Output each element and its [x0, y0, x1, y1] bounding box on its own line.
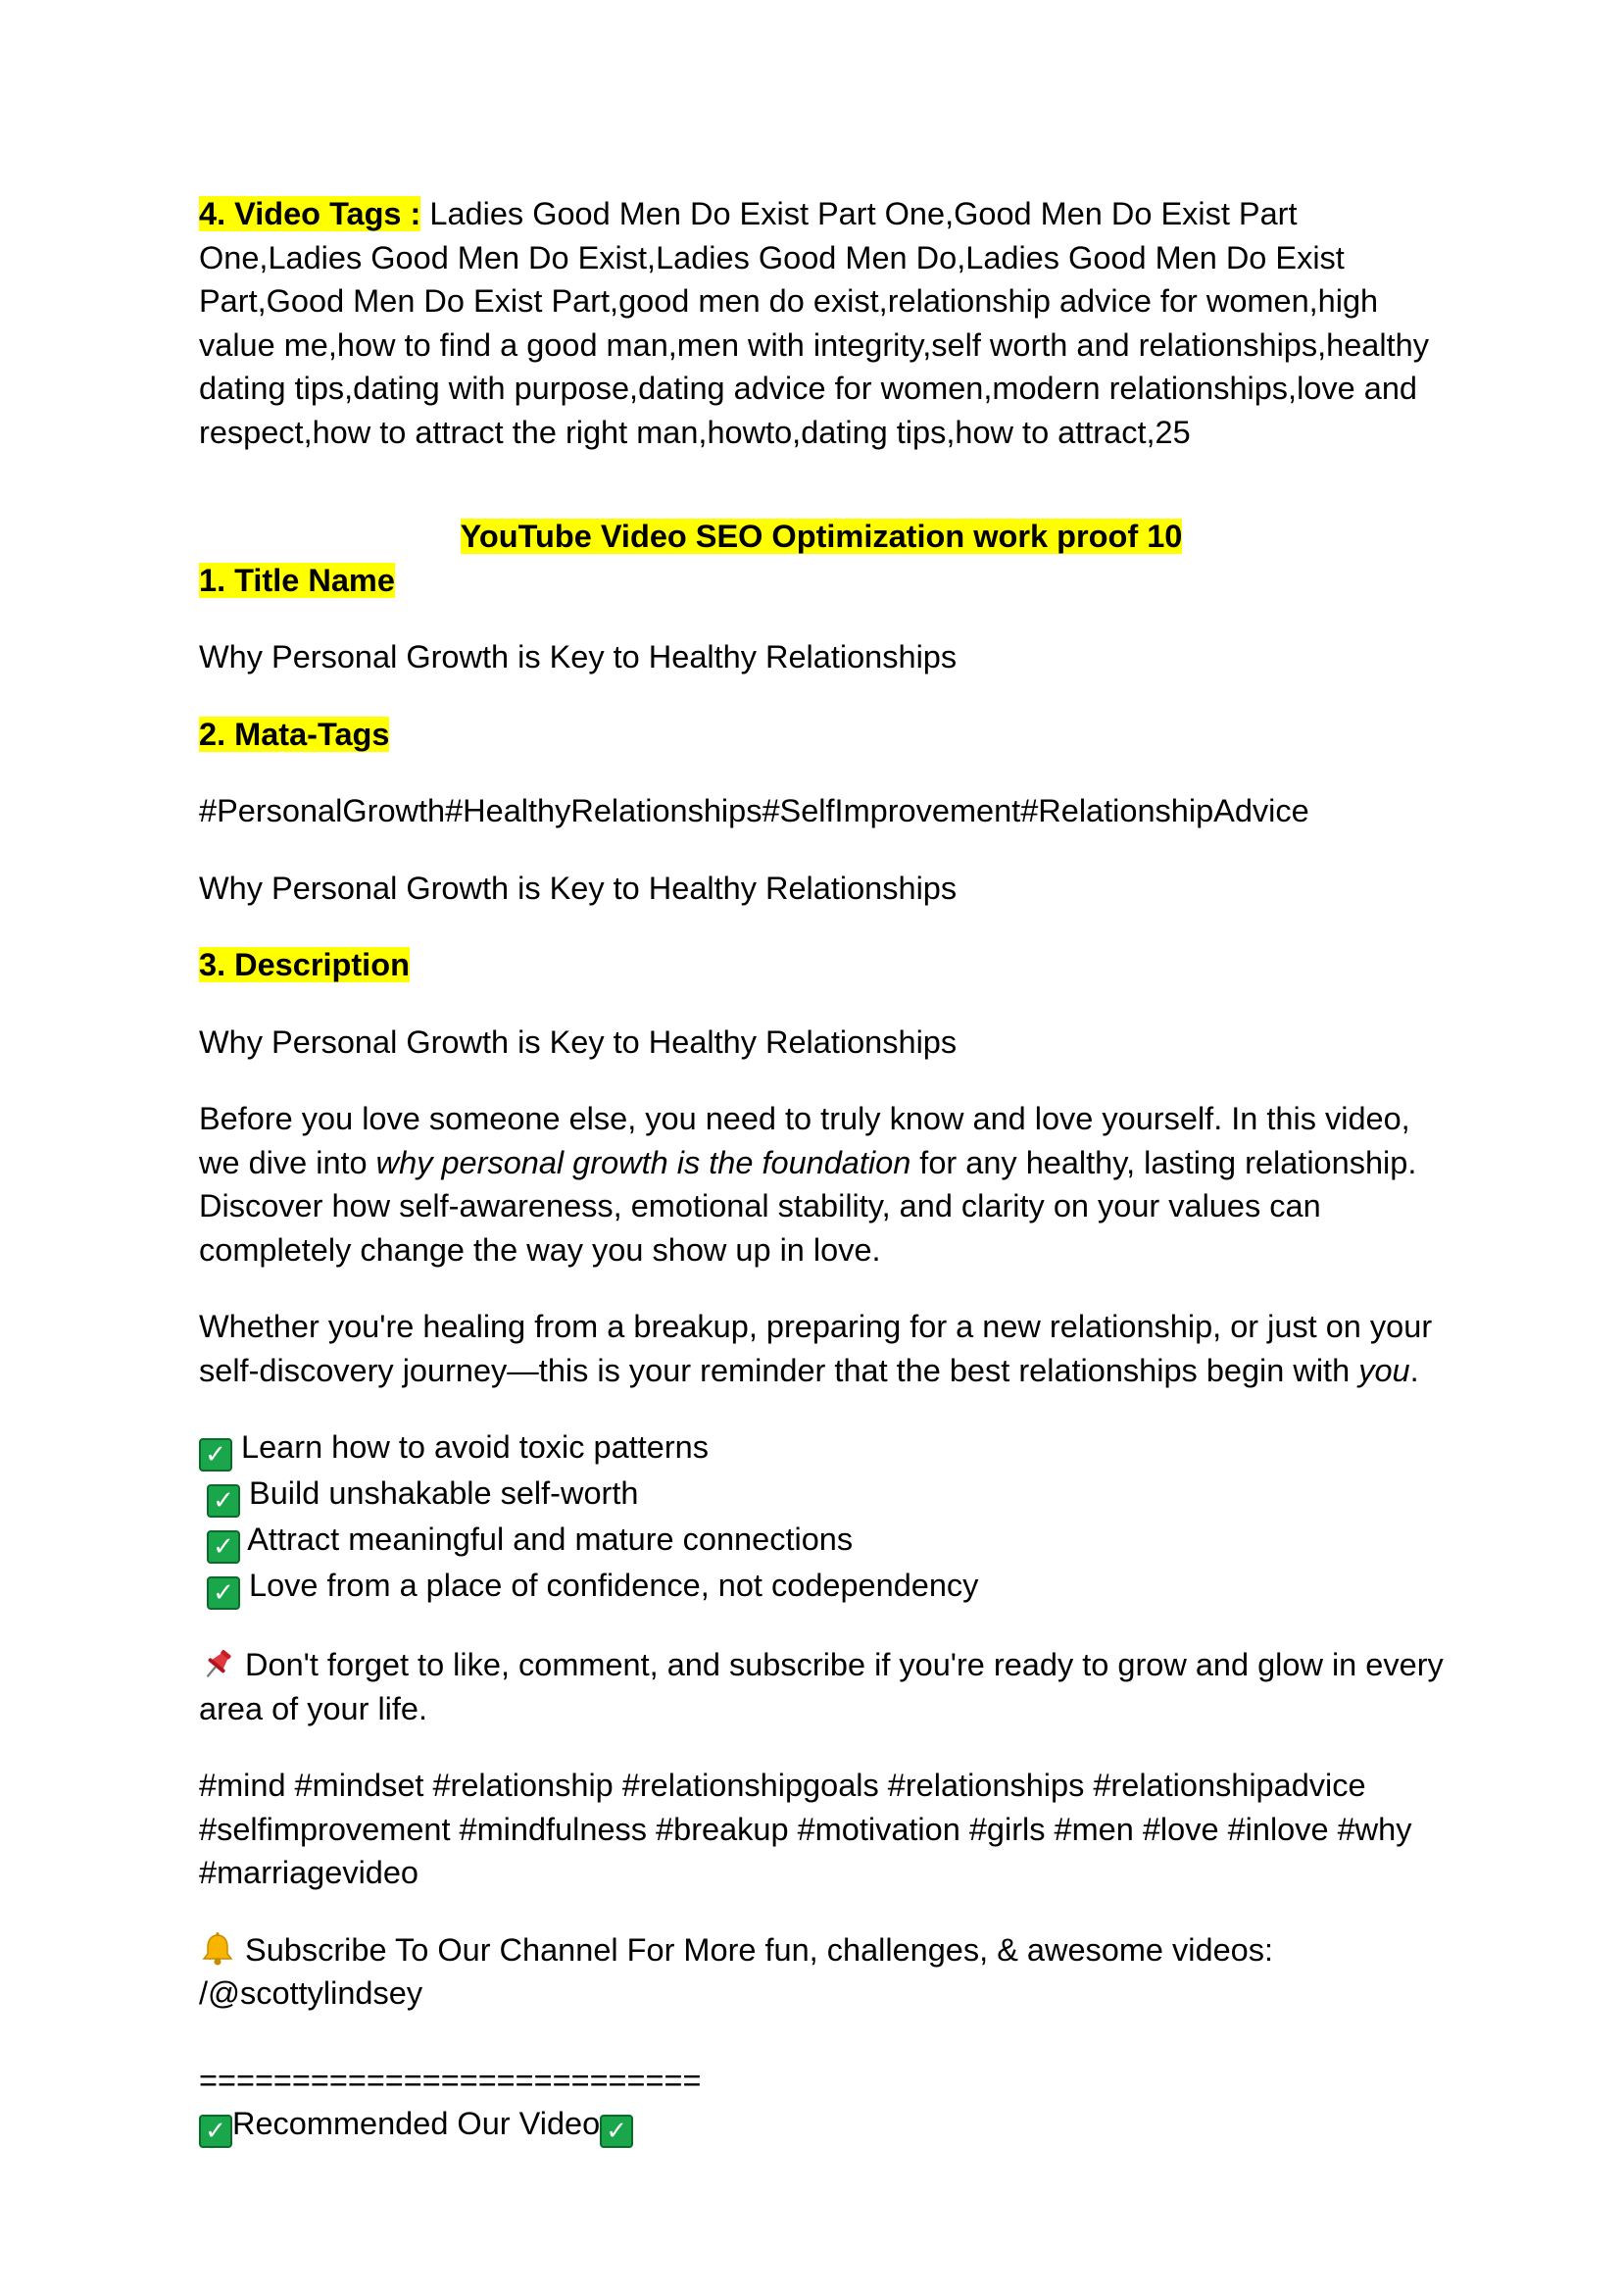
section-title: YouTube Video SEO Optimization work proof 10: [460, 519, 1183, 554]
description-hashtags: #mind #mindset #relationship #relationshipgoals #relationships #relationshipadvice #selfimprovement #mindfulness #breakup #motivation #girls #men #love #inlove #why #marriagevideo: [199, 1768, 1412, 1890]
pin-paragraph: [199, 1643, 1444, 1730]
check-mark-button-icon: ✓: [207, 1576, 240, 1610]
para2-italic: you: [1358, 1352, 1410, 1388]
checklist-item: [199, 1518, 1444, 1564]
checklist-item-label: Build unshakable self-worth: [249, 1475, 639, 1511]
description-paragraph-2: [199, 1305, 1444, 1392]
document-page: [199, 192, 1444, 2148]
meta-tags-hashtags: #PersonalGrowth#HealthyRelationships#SelfImprovement#RelationshipAdvice: [199, 793, 1309, 828]
video-tags-label: 4. Video Tags :: [199, 196, 421, 231]
checklist: [199, 1425, 1444, 1610]
recommended-text: Recommended Our Video: [232, 2106, 601, 2141]
divider-line: ===========================: [199, 2062, 702, 2098]
title-name-value: Why Personal Growth is Key to Healthy Relationships: [199, 639, 958, 674]
check-mark-button-icon: ✓: [199, 2115, 232, 2148]
para1-text-end: for any healthy, lasting relationship. Discover how self-awareness, emotional stability, and clarity on your values can completely change the way you show up in love.: [199, 1144, 1417, 1268]
video-tags-paragraph: [199, 192, 1444, 454]
section-title-line: [199, 515, 1444, 559]
subscribe-paragraph: [199, 1928, 1444, 2016]
pushpin-icon: [199, 1646, 236, 1681]
para1-italic: why personal growth is the foundation: [375, 1144, 911, 1180]
checklist-item-label: Learn how to avoid toxic patterns: [241, 1429, 709, 1465]
check-mark-button-icon: ✓: [207, 1530, 240, 1564]
description-paragraph-1: [199, 1097, 1444, 1272]
checklist-item-label: Attract meaningful and mature connections: [247, 1522, 854, 1557]
para2-text-start: Whether you're healing from a breakup, preparing for a new relationship, or just on your self-discovery journey—this is your reminder that the best relationships begin with: [199, 1309, 1433, 1388]
recommended-line: [199, 2102, 1444, 2148]
check-mark-button-icon: ✓: [199, 1438, 232, 1472]
bell-icon: [199, 1931, 236, 1967]
para1-text-start: Before you love someone else, you need to truly know and love yourself. In this video, we dive into: [199, 1101, 1410, 1180]
checklist-item-label: Love from a place of confidence, not codependency: [249, 1568, 979, 1603]
subscribe-text: Subscribe To Our Channel For More fun, challenges, & awesome videos: /@scottylindsey: [199, 1931, 1273, 2011]
meta-tags-value: Why Personal Growth is Key to Healthy Relationships: [199, 870, 958, 906]
checklist-item: [199, 1472, 1444, 1518]
checklist-item: [199, 1564, 1444, 1610]
para2-text-end: .: [1409, 1352, 1419, 1388]
description-label: 3. Description: [199, 947, 410, 982]
pin-text: Don't forget to like, comment, and subscribe if you're ready to grow and glow in every area of your life.: [199, 1647, 1444, 1726]
video-tags-text: Ladies Good Men Do Exist Part One,Good Men Do Exist Part One,Ladies Good Men Do Exist,Ladies Good Men Do,Ladies Good Men Do Exist Part,Good Men Do Exist Part,good men do exist,relationship advice for women,high value me,how to find a good man,men with integrity,self worth and relationships,healthy dating tips,dating with purpose,dating advice for women,modern relationships,love and respect,how to attract the right man,howto,dating tips,how to attract,25: [199, 196, 1429, 450]
meta-tags-label: 2. Mata-Tags: [199, 716, 390, 752]
description-title: Why Personal Growth is Key to Healthy Relationships: [199, 1023, 958, 1060]
title-name-label: 1. Title Name: [199, 562, 395, 598]
meta-tags-heading-line: [199, 713, 1444, 757]
checklist-item: [199, 1425, 1444, 1472]
title-name-heading-line: [199, 559, 1444, 603]
description-heading-line: [199, 943, 1444, 987]
check-mark-button-icon: ✓: [600, 2115, 633, 2148]
check-mark-button-icon: ✓: [207, 1484, 240, 1518]
